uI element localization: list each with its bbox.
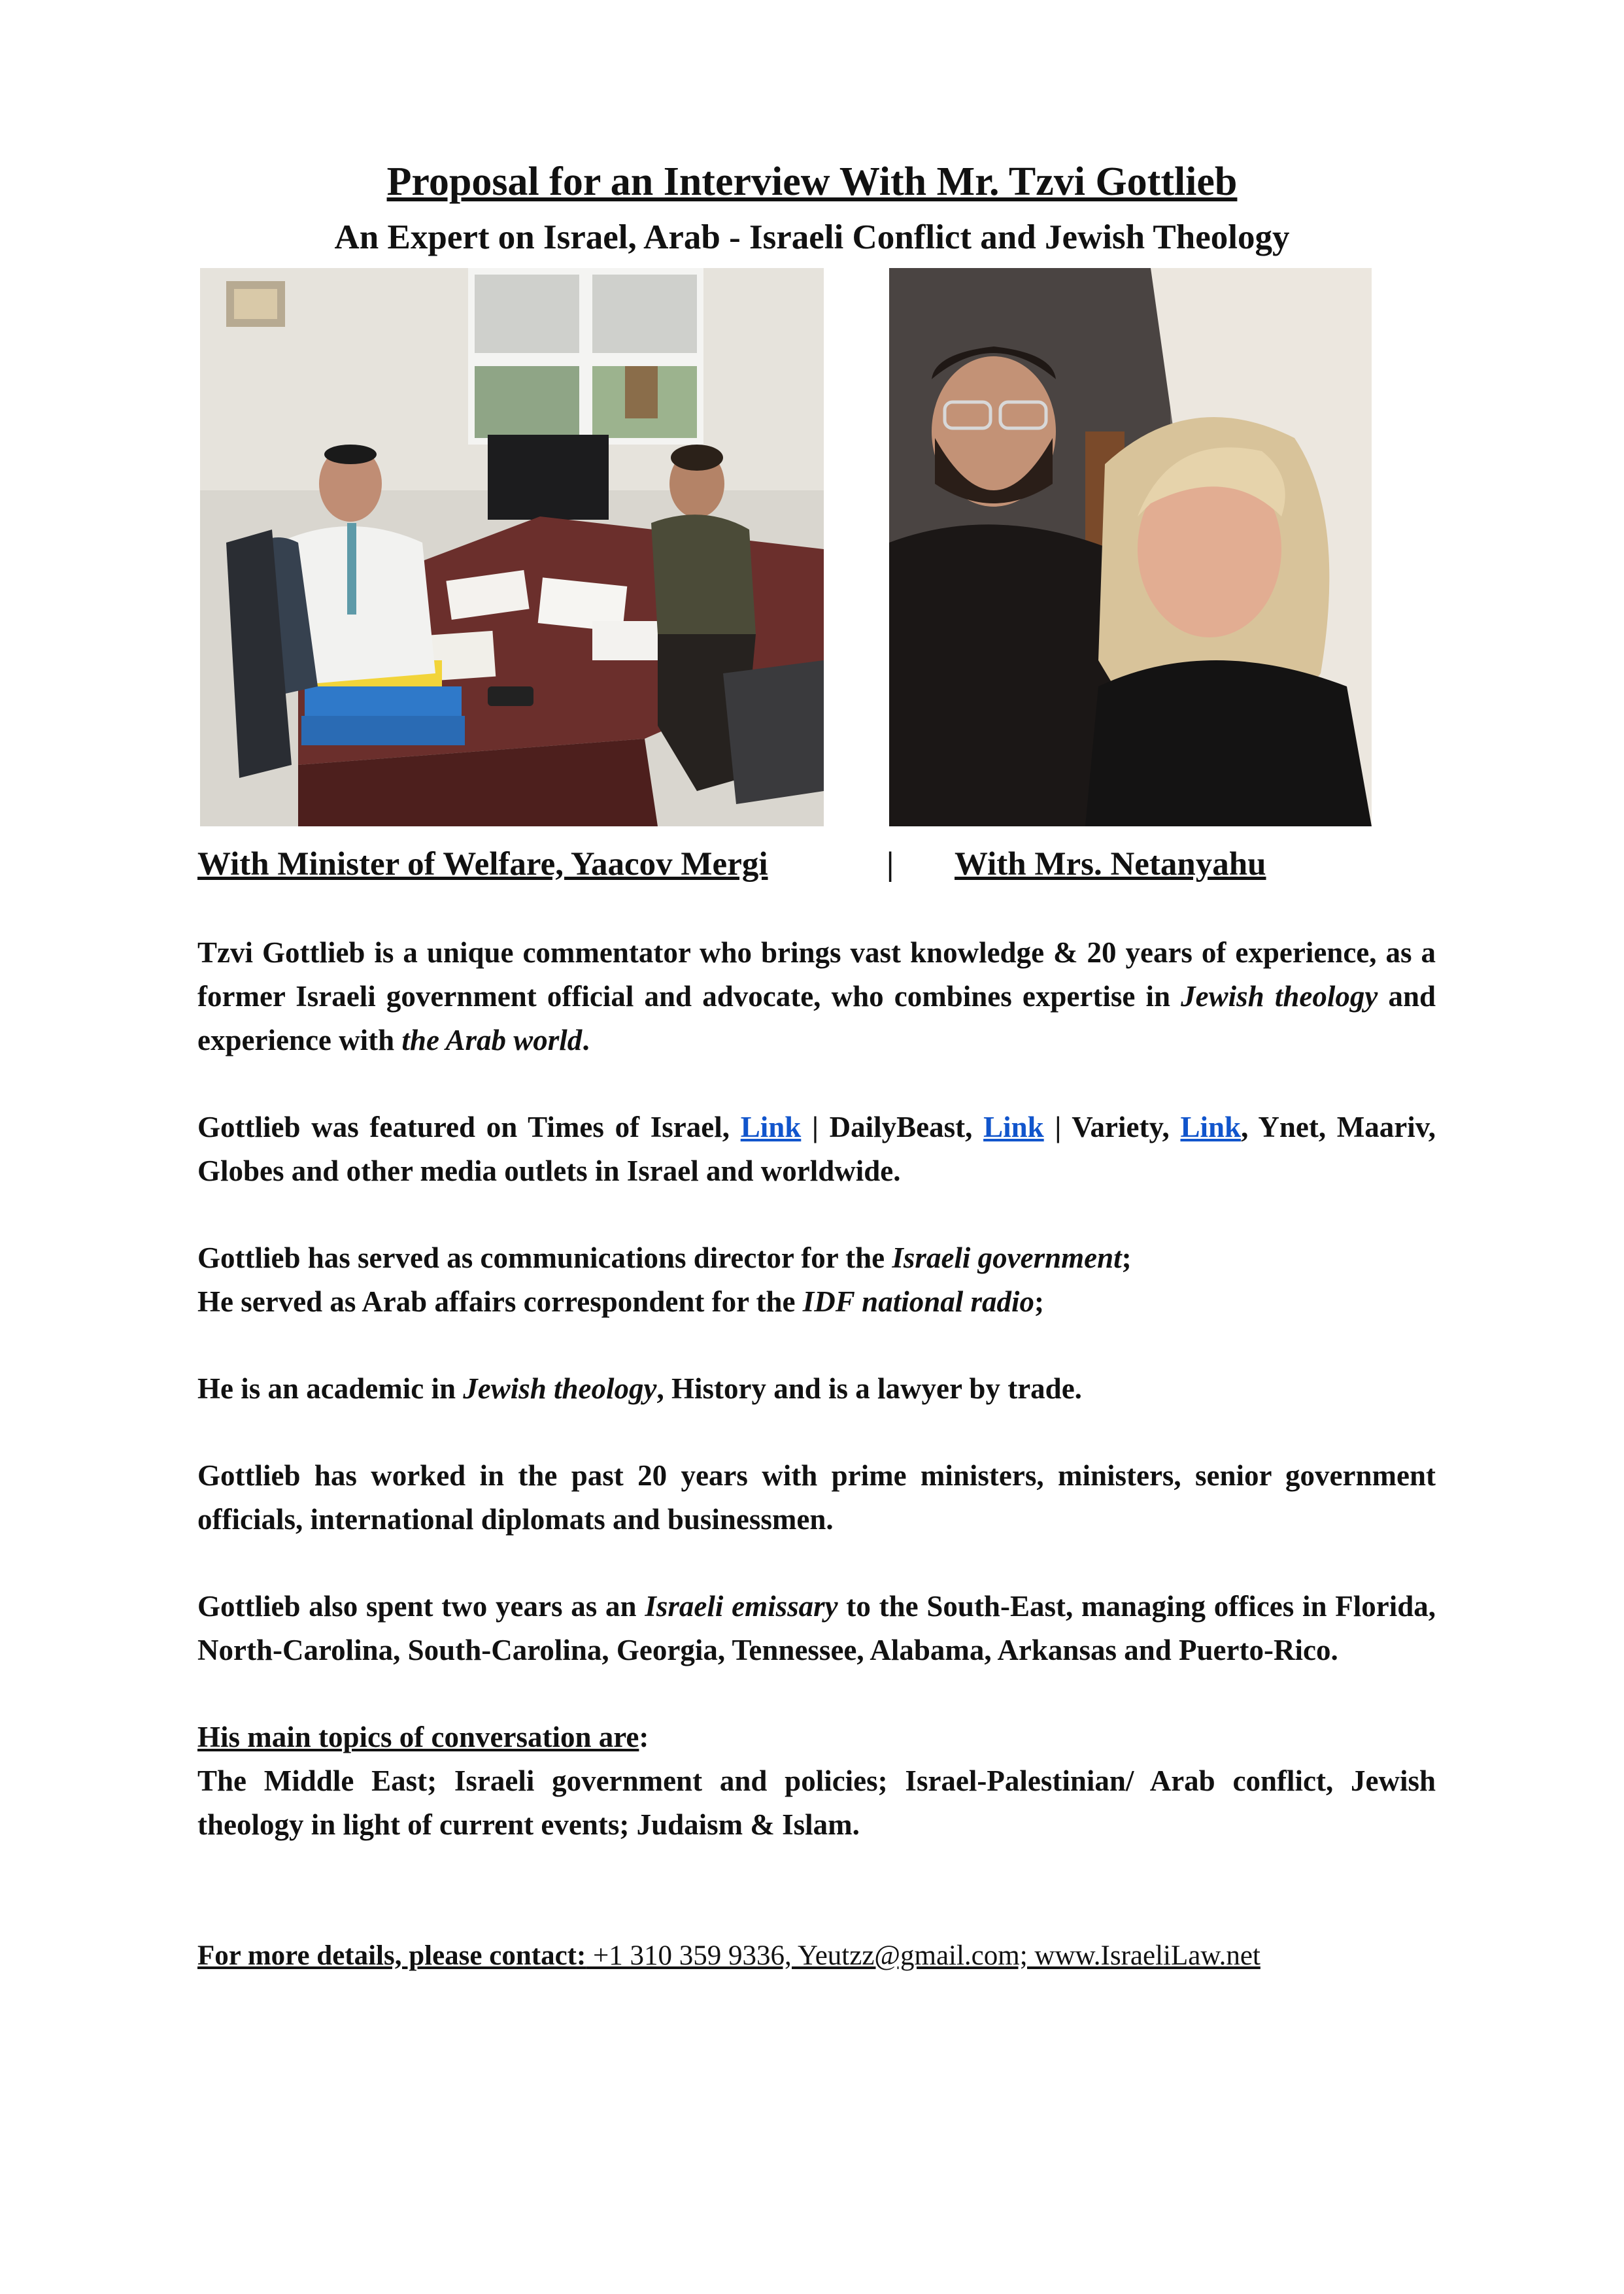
emissary-text-2: to the South-East, managing offices in Florida, North-Carolina, South-Carolina, Georgia, Tennessee, Alabama, Arkansas and Puerto-Rico. [197, 1590, 1436, 1666]
intro-paragraph [197, 931, 1436, 1062]
roles-emphasis-1: Israeli government [892, 1241, 1122, 1274]
media-paragraph [197, 1105, 1436, 1193]
caption-left: With Minister of Welfare, Yaacov Mergi [197, 846, 768, 883]
document-subtitle: An Expert on Israel, Arab - Israeli Conflict and Jewish Theology [334, 218, 1290, 256]
media-text-4: , Ynet, Maariv, Globes and other media outlets in Israel and worldwide. [197, 1111, 1436, 1187]
intro-text-3: . [582, 1024, 590, 1056]
document-title: Proposal for an Interview With Mr. Tzvi Gottlieb [386, 160, 1238, 204]
variety-link[interactable]: Link [1180, 1111, 1242, 1143]
photo-selfie [889, 268, 1372, 826]
roles-emphasis-2: IDF national radio [802, 1285, 1035, 1318]
roles-text-2: He served as Arab affairs correspondent for the [197, 1285, 803, 1318]
times-of-israel-link[interactable]: Link [740, 1111, 802, 1143]
photo-office-meeting [200, 268, 824, 826]
topics-paragraph [197, 1715, 1436, 1847]
intro-emphasis-2: the Arab world [401, 1024, 583, 1056]
academic-text-2: , History and is a lawyer by trade. [656, 1372, 1082, 1405]
topics-colon: : [639, 1721, 649, 1753]
topics-text: The Middle East; Israeli government and policies; Israel-Palestinian/ Arab conflict, Jewish theology in light of current events; Judaism & Islam. [197, 1764, 1436, 1841]
roles-punct-1: ; [1121, 1241, 1132, 1274]
intro-emphasis-1: Jewish theology [1181, 980, 1378, 1013]
emissary-text-1: Gottlieb also spent two years as an [197, 1590, 645, 1623]
photo-captions [197, 838, 1440, 890]
roles-paragraph [197, 1236, 1436, 1324]
media-text-3: | Variety, [1043, 1111, 1181, 1143]
media-text-1: Gottlieb was featured on Times of Israel, [197, 1111, 741, 1143]
topics-heading: His main topics of conversation are [197, 1721, 639, 1753]
roles-punct-2: ; [1034, 1285, 1045, 1318]
roles-text-1: Gottlieb has served as communications director for the [197, 1241, 892, 1274]
emissary-paragraph [197, 1585, 1436, 1672]
dailybeast-link[interactable]: Link [983, 1111, 1044, 1143]
work-paragraph: Gottlieb has worked in the past 20 years with prime ministers, ministers, senior government officials, international diplomats and businessmen. [197, 1459, 1436, 1536]
caption-right: With Mrs. Netanyahu [955, 846, 1266, 883]
intro-text-2: and experience with [197, 980, 1436, 1056]
document-body [197, 931, 1436, 1890]
academic-emphasis: Jewish theology [463, 1372, 657, 1405]
caption-separator: | [887, 846, 894, 883]
contact-line [197, 1936, 1260, 1976]
media-text-2: | DailyBeast, [801, 1111, 984, 1143]
contact-details[interactable]: +1 310 359 9336, Yeutzz@gmail.com; www.IsraeliLaw.net [586, 1940, 1260, 1971]
emissary-emphasis: Israeli emissary [645, 1590, 838, 1623]
academic-text-1: He is an academic in [197, 1372, 464, 1405]
academic-paragraph [197, 1367, 1436, 1411]
contact-label: For more details, please contact: [197, 1940, 586, 1971]
intro-text-1: Tzvi Gottlieb is a unique commentator who brings vast knowledge & 20 years of experience, as a former Israeli government official and advocate, who combines expertise in [197, 936, 1436, 1013]
